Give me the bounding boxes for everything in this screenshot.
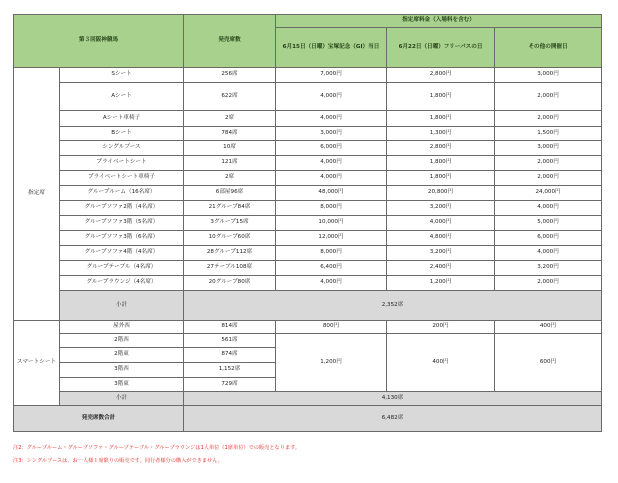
- seat-count: 729席: [184, 378, 276, 392]
- seat-price-table: [13, 14, 602, 432]
- subtotal-value: 4,130席: [184, 392, 602, 406]
- price-day1: 7,000円: [276, 68, 387, 83]
- seat-count: 784席: [184, 127, 276, 141]
- seat-count: 874席: [184, 348, 276, 363]
- price-day1: 4,000円: [276, 156, 387, 171]
- seat-name: シングルブース: [60, 141, 184, 156]
- price-day3: 3,000円: [495, 68, 602, 83]
- header-day-takarazuka: 6月15日（日曜）宝塚記念（GⅠ）当日: [276, 28, 387, 68]
- seat-count: 1,152席: [184, 363, 276, 378]
- seat-count: 2席: [184, 111, 276, 127]
- table-row: [14, 111, 602, 127]
- header-price-group: 指定席料金（入場料を含む）: [276, 15, 602, 28]
- price-day1: 4,000円: [276, 171, 387, 186]
- category-reserved: 指定席: [14, 68, 60, 321]
- price-day3: 2,000円: [495, 156, 602, 171]
- price-day2: 1,800円: [387, 83, 495, 111]
- seat-count: 622席: [184, 83, 276, 111]
- grand-total-row: [14, 406, 602, 432]
- table-row: [14, 216, 602, 231]
- header-day-freepass: 6月22日（日曜）フリーパスの日: [387, 28, 495, 68]
- subtotal-value: 2,352席: [184, 291, 602, 321]
- seat-name: 3階西: [60, 363, 184, 378]
- seat-count: 27テーブル108席: [184, 261, 276, 276]
- price-day2: 1,800円: [387, 111, 495, 127]
- price-day1: 48,000円: [276, 186, 387, 201]
- price-day2: 3,200円: [387, 201, 495, 216]
- seat-name: グループラウンジ（4名席）: [60, 276, 184, 291]
- price-day3: 4,000円: [495, 246, 602, 261]
- table-row: [14, 261, 602, 276]
- price-day2: 4,800円: [387, 231, 495, 246]
- subtotal-row: [14, 291, 602, 321]
- price-day3: 400円: [495, 321, 602, 334]
- price-day3: 5,000円: [495, 216, 602, 231]
- note-group-seats: 注2：グループルーム・グループソファ・グループテーブル・グループラウンジは1人単位（1席単位）での販売となります。: [13, 445, 301, 451]
- price-day2: 4,000円: [387, 216, 495, 231]
- seat-name: Sシート: [60, 68, 184, 83]
- seat-name: Aシート: [60, 83, 184, 111]
- price-day1: 4,000円: [276, 111, 387, 127]
- price-day3: 2,000円: [495, 276, 602, 291]
- seat-name: プライベートシート車椅子: [60, 171, 184, 186]
- header-seat-count: 発売席数: [184, 15, 276, 68]
- price-day1: 3,000円: [276, 127, 387, 141]
- price-day2: 200円: [387, 321, 495, 334]
- seat-name: Bシート: [60, 127, 184, 141]
- seat-name: グループソファ4階（4名席）: [60, 246, 184, 261]
- price-day2: 1,200円: [387, 276, 495, 291]
- seat-count: 6部屋96席: [184, 186, 276, 201]
- grand-total-label: 発売席数合計: [14, 406, 184, 432]
- price-day3: 4,000円: [495, 201, 602, 216]
- seat-name: 屋外西: [60, 321, 184, 334]
- seat-count: 10グループ60席: [184, 231, 276, 246]
- price-day2: 2,400円: [387, 261, 495, 276]
- seat-count: 10席: [184, 141, 276, 156]
- table-row: [14, 334, 602, 348]
- seat-count: 121席: [184, 156, 276, 171]
- table-row: [14, 321, 602, 334]
- seat-name: Aシート車椅子: [60, 111, 184, 127]
- price-day3: 2,000円: [495, 83, 602, 111]
- price-day2: 3,200円: [387, 246, 495, 261]
- table-row: [14, 171, 602, 186]
- seat-name: グループソファ3階（5名席）: [60, 216, 184, 231]
- price-day1: 800円: [276, 321, 387, 334]
- price-day1: 4,000円: [276, 83, 387, 111]
- price-day3: 2,000円: [495, 171, 602, 186]
- price-day1: 4,000円: [276, 276, 387, 291]
- header-day-other: その他の開催日: [495, 28, 602, 68]
- price-day2: 1,800円: [387, 171, 495, 186]
- seat-name: グループルーム（16名席）: [60, 186, 184, 201]
- table-row: [14, 231, 602, 246]
- price-day3: 2,000円: [495, 111, 602, 127]
- table-row: [14, 186, 602, 201]
- table-row: [14, 127, 602, 141]
- seat-name: グループソファ2階（4名席）: [60, 201, 184, 216]
- seat-count: 256席: [184, 68, 276, 83]
- price-day2: 20,800円: [387, 186, 495, 201]
- price-day2: 2,800円: [387, 68, 495, 83]
- subtotal-label: 小計: [60, 392, 184, 406]
- table-row: [14, 201, 602, 216]
- seat-count: 21グループ84席: [184, 201, 276, 216]
- seat-count: 561席: [184, 334, 276, 348]
- table-row: [14, 68, 602, 83]
- seat-name: 2階西: [60, 334, 184, 348]
- table-row: [14, 246, 602, 261]
- note-single-booth: 注3：シングルブースは、お一人様１席限りの販売です。同行者様分の購入ができません。: [13, 458, 223, 464]
- price-day1: 8,000円: [276, 201, 387, 216]
- table-row: [14, 276, 602, 291]
- seat-count: 2席: [184, 171, 276, 186]
- seat-name: 2階東: [60, 348, 184, 363]
- subtotal-row: [14, 392, 602, 406]
- price-day3: 1,500円: [495, 127, 602, 141]
- seat-count: 3グループ15席: [184, 216, 276, 231]
- price-day1: 6,400円: [276, 261, 387, 276]
- seat-name: グループテーブル（4名席）: [60, 261, 184, 276]
- seat-name: 3階東: [60, 378, 184, 392]
- seat-count: 20グループ80席: [184, 276, 276, 291]
- price-day3: 600円: [495, 334, 602, 392]
- seat-name: プライベートシート: [60, 156, 184, 171]
- price-day3: 6,000円: [495, 231, 602, 246]
- price-day2: 2,800円: [387, 141, 495, 156]
- price-day3: 24,000円: [495, 186, 602, 201]
- subtotal-label: 小計: [60, 291, 184, 321]
- category-smart-seat: スマートシート: [14, 321, 60, 406]
- price-day1: 6,000円: [276, 141, 387, 156]
- table-row: [14, 156, 602, 171]
- seat-name: グループソファ3階（6名席）: [60, 231, 184, 246]
- price-day3: 3,000円: [495, 141, 602, 156]
- price-day1: 10,000円: [276, 216, 387, 231]
- price-day1: 1,200円: [276, 334, 387, 392]
- table-row: [14, 141, 602, 156]
- seat-count: 28グループ112席: [184, 246, 276, 261]
- price-day2: 1,300円: [387, 127, 495, 141]
- table-row: [14, 83, 602, 111]
- price-day2: 1,800円: [387, 156, 495, 171]
- price-day3: 3,200円: [495, 261, 602, 276]
- header-meeting: 第３回阪神競馬: [14, 15, 184, 68]
- price-day1: 8,000円: [276, 246, 387, 261]
- price-day1: 12,000円: [276, 231, 387, 246]
- grand-total-value: 6,482席: [184, 406, 602, 432]
- price-day2: 400円: [387, 334, 495, 392]
- seat-count: 814席: [184, 321, 276, 334]
